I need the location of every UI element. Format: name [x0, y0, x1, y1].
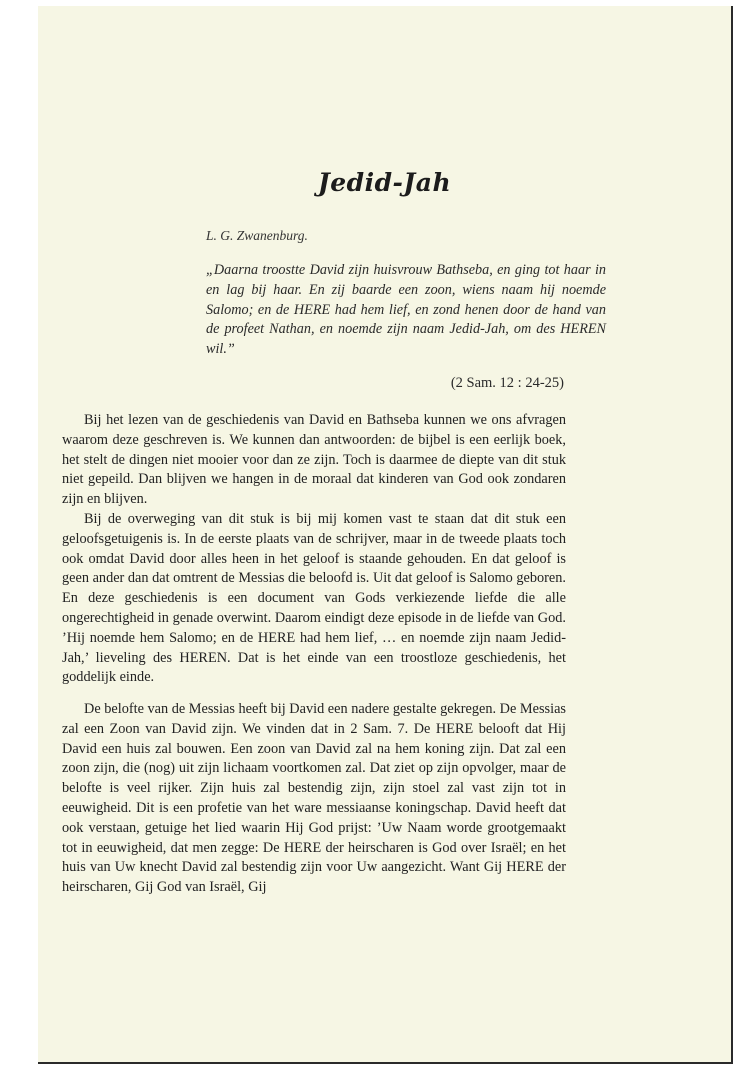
- document-page: [38, 6, 733, 1064]
- paragraph-3: De belofte van de Messias heeft bij David een nadere gestalte gekregen. De Messias zal een Zoon van David zijn. We vinden dat in 2 Sam. 7. De HERE belooft dat Hij David een huis zal bouwen. Een zoon van David zal na hem koning zijn. Dat zal een zoon zijn, die (nog) uit zijn lichaam voortkomen zal. Dat ziet op zijn opvolger, maar de belofte is veel rijker. Zijn huis zal bestendig zijn, zijn stoel zal vast zijn tot in eeuwigheid. Dit is een profetie van het ware messiaanse koningschap. David heeft dat ook verstaan, getuige het lied waarin Hij God prijst: ’Uw Naam worde grootgemaakt tot in eeuwigheid, dat men zegge: De HERE der heirscharen is God over Israël; en het huis van Uw knecht David zal bestendig zijn voor Uw aangezicht. Want Gij HERE der heirscharen, Gij God van Israël, Gij: [62, 701, 566, 896]
- paragraph-2: Bij de overweging van dit stuk is bij mij komen vast te staan dat dit stuk een geloofsgetuigenis is. In de eerste plaats van de schrijver, maar in de tweede plaats toch ook omdat David door alles heen in het geloof is staande gehouden. En dat geloof is geen ander dan dat omtrent de Messias die beloofd is. Uit dat geloof is Salomo geboren. En deze geschiedenis is een document van Gods verkiezende liefde die alle ongerechtigheid in genade overwint. Daarom eindigt deze episode in de liefde van God. ’Hij noemde hem Salomo; en de HERE had hem lief, … en noemde zijn naam Jedid-Jah,’ lieveling des HEREN. Dat is het einde van een troostloze geschiedenis, het goddelijk einde.: [62, 510, 566, 686]
- body-text: [62, 411, 566, 688]
- article-title: Jedid-Jah: [317, 168, 452, 197]
- scripture-quote: „Daarna troostte David zijn huisvrouw Bathseba, en ging tot haar in en lag bij haar. En zij baarde een zoon, wiens naam hij noemde Salomo; en de HERE had hem lief, en zond henen door de hand van de profeet Nathan, en noemde zijn naam Jedid-Jah, om des HEREN wil.”: [206, 262, 606, 358]
- paragraph-1: Bij het lezen van de geschiedenis van David en Bathseba kunnen we ons afvragen waarom deze geschreven is. We kunnen dan antwoorden: de bijbel is een eerlijk boek, het stelt de dingen niet mooier voor dan ze zijn. Toch is daarmee de diepte van dit stuk niet gepeild. Dan blijven we hangen in de moraal dat kinderen van God ook zondaren zijn en blijven.: [62, 412, 566, 508]
- author-line: L. G. Zwanenburg.: [206, 228, 308, 243]
- scripture-reference: (2 Sam. 12 : 24-25): [450, 375, 564, 391]
